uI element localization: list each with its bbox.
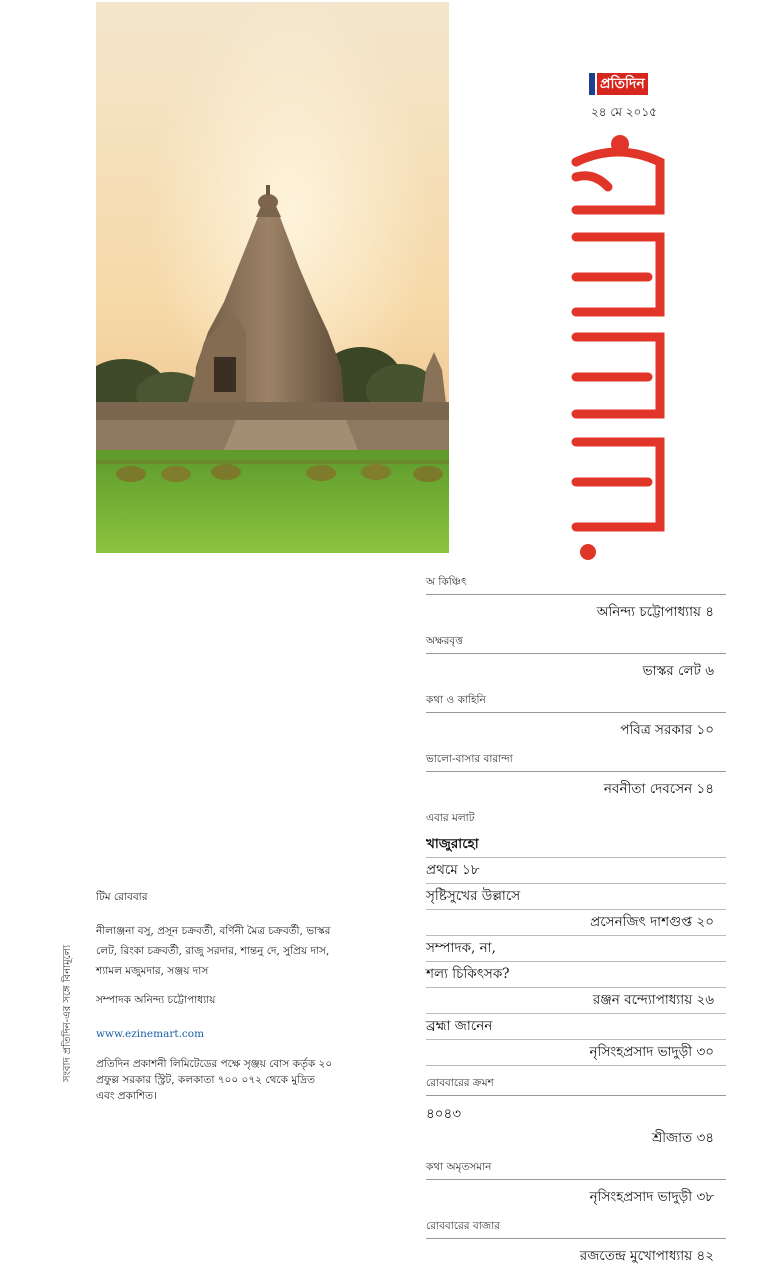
team-members: নীলাঞ্জনা বসু, প্রসূন চক্রবর্তী, বর্ণিনী মৈত্র চক্রবর্তী, ভাস্কর লেট, রিংকা চক্রবর্তী, রাজু সরদার, শান্তনু দে, সুপ্রিয় দাস, শ্যামল মজুমদার, সঞ্জয় দাস — [96, 925, 331, 977]
toc-section: রোববারের ক্রমশ — [426, 1076, 726, 1096]
toc-author: নৃসিংহপ্রসাদ ভাদুড়ী ৩৮ — [589, 1189, 714, 1205]
cover-story-line: ব্রহ্মা জানেন — [426, 1014, 726, 1040]
temple-photo-icon — [96, 2, 449, 553]
cover-story-line: রঞ্জন বন্দ্যোপাধ্যায় ২৬ — [426, 988, 726, 1014]
toc-cover-story[interactable] — [426, 811, 726, 1066]
toc-author: অনিন্দ্য চট্টোপাধ্যায় ৪ — [596, 604, 714, 620]
cover-photo — [96, 2, 449, 553]
editor-credit: সম্পাদক অনিন্দ্য চট্টোপাধ্যায় — [96, 994, 216, 1006]
website-link[interactable]: www.ezinemart.com — [96, 1028, 205, 1040]
cover-story-line: প্রথমে ১৮ — [426, 858, 726, 884]
cover-story-title: খাজুরাহো — [426, 832, 726, 858]
brand-name: প্রতিদিন — [597, 73, 648, 95]
brand-mark-icon — [589, 73, 595, 95]
toc-section: কথা ও কাহিনি — [426, 693, 726, 713]
spine-text: সংবাদ প্রতিদিন-এর সঙ্গে বিনামূল্যে — [62, 944, 73, 1082]
toc-entry-1[interactable] — [426, 575, 726, 624]
masthead-title — [548, 132, 688, 562]
cover-story-line: শল্য চিকিৎসক? — [426, 962, 726, 988]
toc-author: রজতেন্দ্র মুখোপাধ্যায় ৪২ — [579, 1248, 714, 1264]
team-heading: টিম রোববার — [96, 891, 148, 903]
masthead-logo-icon — [548, 132, 688, 562]
toc-author: নবনীতা দেবসেন ১৪ — [603, 781, 714, 797]
toc-author: ভাস্কর লেট ৬ — [642, 663, 714, 679]
cover-story-line: প্রসেনজিৎ দাশগুপ্ত ২০ — [426, 910, 726, 936]
team-credits — [96, 890, 336, 1104]
issue-date: ২৪ মে ২০১৫ — [591, 105, 657, 119]
toc-entry-4[interactable] — [426, 752, 726, 801]
toc-section: ভালো-বাসার বারান্দা — [426, 752, 726, 772]
toc-section: অক্ষরবৃত্ত — [426, 634, 726, 654]
cover-story-line: নৃসিংহপ্রসাদ ভাদুড়ী ৩০ — [426, 1040, 726, 1066]
toc-entry-serial-2[interactable] — [426, 1160, 726, 1209]
toc-author: শ্রীজাত ৩৪ — [652, 1130, 714, 1146]
toc-entry-serial-3[interactable] — [426, 1219, 726, 1268]
imprint-text: প্রতিদিন প্রকাশনী লিমিটেডের পক্ষে সৃঞ্জয় বোস কর্তৃক ২০ প্রফুল্ল সরকার স্ট্রিট, কলকাতা ৭০০ ০৭২ থেকে মুদ্রিত এবং প্রকাশিত। — [96, 1058, 333, 1102]
toc-section: অ কিঞ্চিৎ — [426, 575, 726, 595]
toc-section: এবার মলাট — [426, 812, 475, 824]
toc-author: পবিত্র সরকার ১০ — [620, 722, 714, 738]
cover-story-line: সৃষ্টিসুখের উল্লাসে — [426, 884, 726, 910]
toc-section: কথা অমৃতসমান — [426, 1160, 726, 1180]
toc-entry-3[interactable] — [426, 693, 726, 742]
brand-logo — [589, 73, 648, 95]
toc-section: রোববারের বাজার — [426, 1219, 726, 1239]
table-of-contents — [426, 575, 726, 1278]
toc-entry-2[interactable] — [426, 634, 726, 683]
cover-story-line: সম্পাদক, না, — [426, 936, 726, 962]
toc-entry-serial-1[interactable] — [426, 1076, 726, 1150]
serial-line: ৪০৪৩ — [426, 1106, 462, 1122]
